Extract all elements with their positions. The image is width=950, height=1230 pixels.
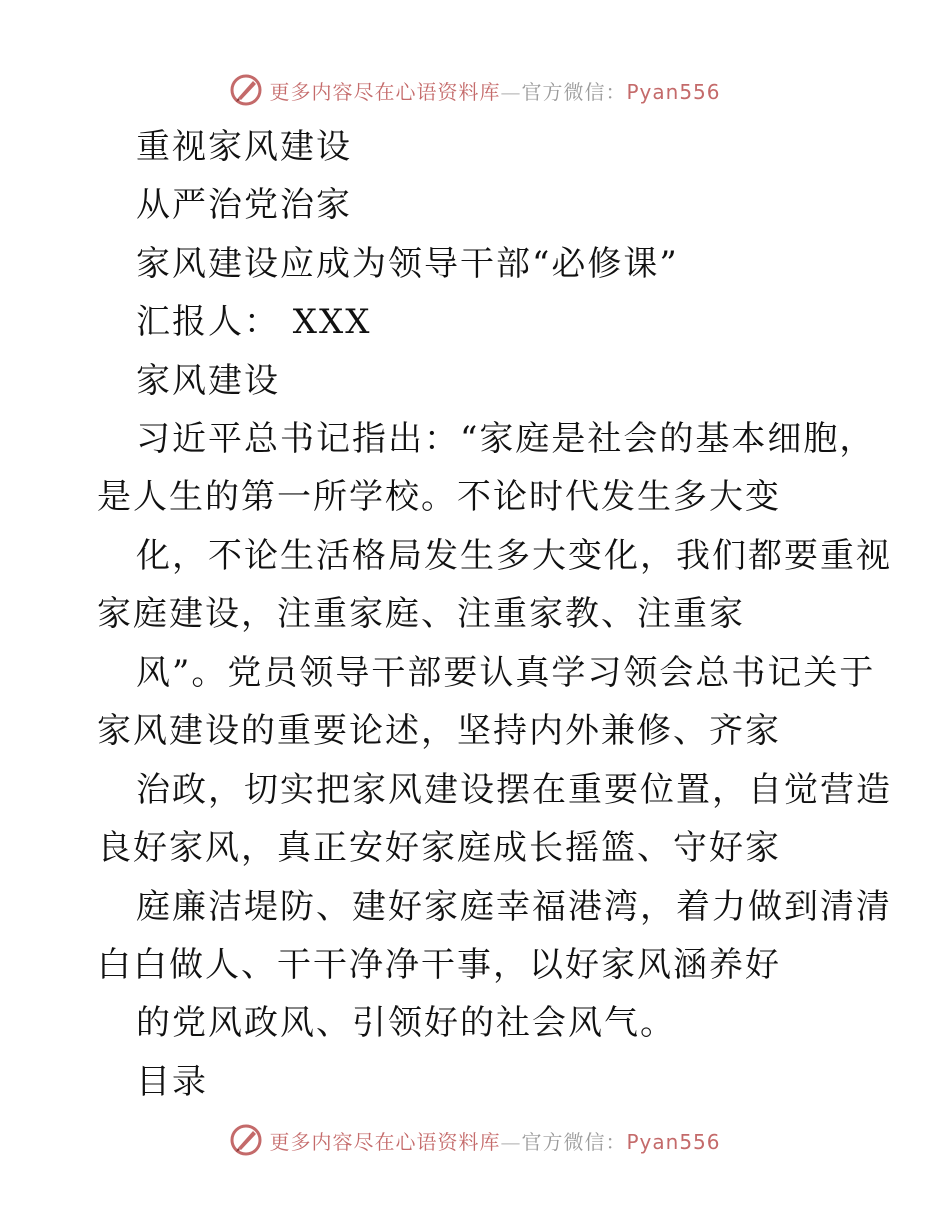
- paragraph-line: 风”。党员领导干部要认真学习领会总书记关于: [136, 653, 876, 693]
- toc-heading: 目录: [136, 1062, 208, 1102]
- watermark-brand: 更多内容尽在心语资料库: [269, 79, 501, 104]
- paragraph-line: 良好家风，真正安好家庭成长摇篮、守好家: [97, 828, 781, 868]
- paragraph-line: 白白做人、干干净净干事，以好家风涵养好: [97, 945, 781, 985]
- quill-logo-icon: [229, 1123, 263, 1157]
- paragraph-line: 是人生的第一所学校。不论时代发生多大变: [97, 477, 781, 517]
- watermark-official: 官方微信：: [521, 79, 627, 104]
- watermark-text: [269, 1126, 720, 1155]
- section-heading: 家风建设: [136, 361, 280, 401]
- watermark-separator: —: [500, 1129, 522, 1154]
- paragraph-line: 家庭建设，注重家庭、注重家教、注重家: [97, 594, 745, 634]
- watermark-id: Pyan556: [626, 1129, 721, 1154]
- paragraph-line: 家风建设的重要论述，坚持内外兼修、齐家: [97, 711, 781, 751]
- paragraph-line: 的党风政风、引领好的社会风气。: [136, 1003, 676, 1043]
- watermark-separator: —: [500, 79, 522, 104]
- reporter-line: 汇报人： XXX: [136, 302, 372, 342]
- subtitle-line: 家风建设应成为领导干部“必修课”: [136, 244, 679, 284]
- watermark-brand: 更多内容尽在心语资料库: [269, 1129, 501, 1154]
- paragraph-line: 习近平总书记指出：“家庭是社会的基本细胞，: [136, 419, 876, 459]
- title-line-2: 从严治党治家: [136, 185, 352, 225]
- paragraph-line: 治政，切实把家风建设摆在重要位置，自觉营造: [136, 770, 892, 810]
- paragraph-line: 化，不论生活格局发生多大变化，我们都要重视: [136, 536, 892, 576]
- footer-watermark: [0, 1120, 950, 1160]
- paragraph-line: 庭廉洁堤防、建好家庭幸福港湾，着力做到清清: [136, 887, 892, 927]
- watermark-official: 官方微信：: [521, 1129, 627, 1154]
- watermark-id: Pyan556: [626, 79, 721, 104]
- title-line-1: 重视家风建设: [136, 127, 352, 167]
